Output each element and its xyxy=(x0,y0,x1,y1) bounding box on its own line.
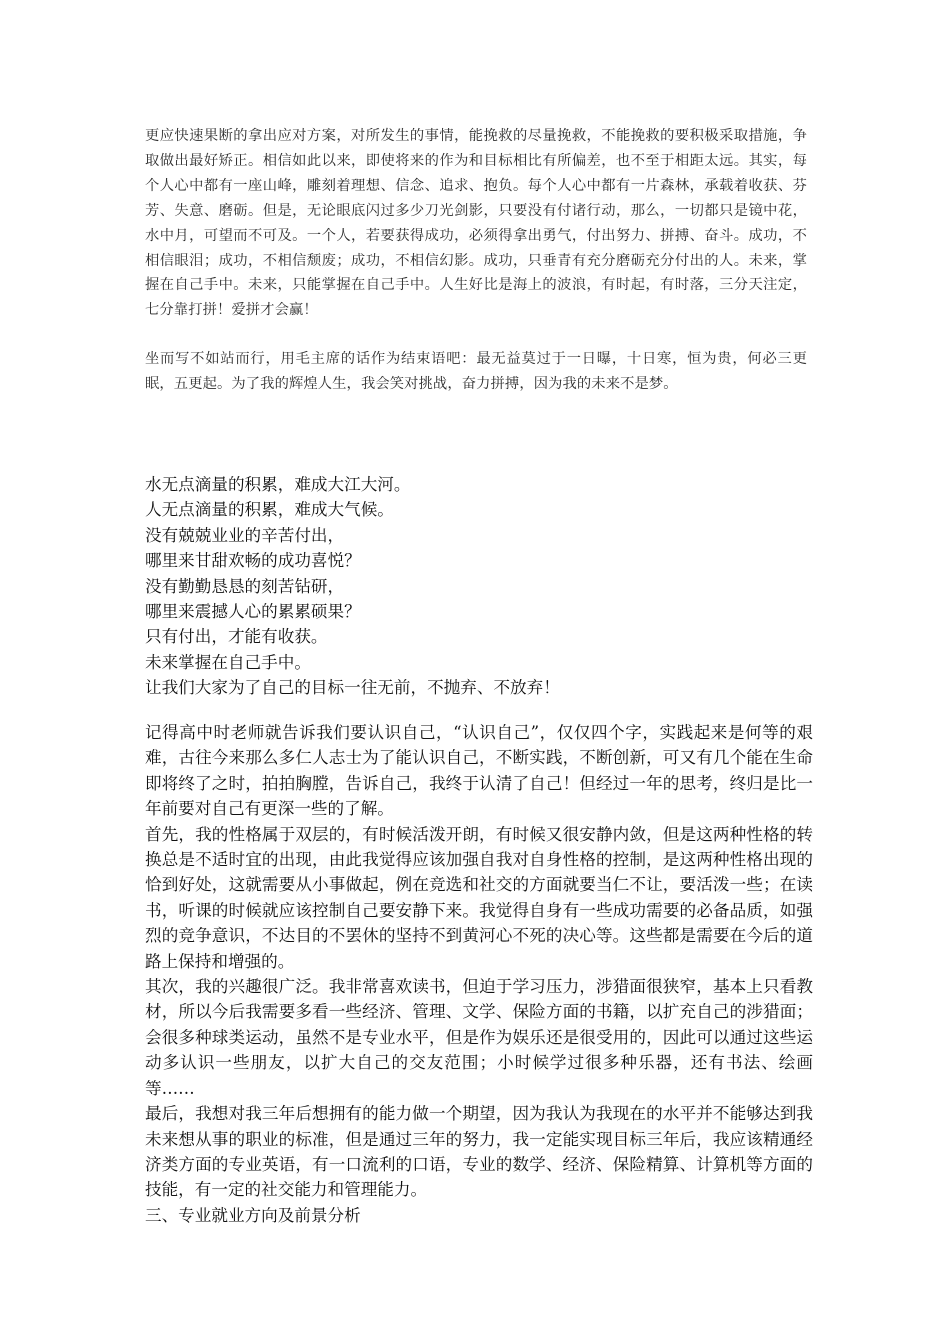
poem-line-8: 未来掌握在自己手中。 xyxy=(145,652,311,672)
paragraph-2-text: 坐而写不如站而行，用毛主席的话作为结束语吧：最无益莫过于一日曝，十日寒，恒为贵，何必三更眠，五更起。为了我的辉煌人生，我会笑对挑战，奋力拼搏，因为我的未来不是梦。 xyxy=(145,351,807,392)
poem-block xyxy=(145,472,813,701)
poem-line-1: 水无点滴量的积累，难成大江大河。 xyxy=(145,475,411,494)
poem-line-7: 只有付出，才能有收获。 xyxy=(145,627,328,647)
paragraph-closing xyxy=(145,347,807,397)
essay-paragraph-goals: 最后，我想对我三年后想拥有的能力做一个期望，因为我认为我现在的水平并不能够达到我未来想从事的职业的标准，但是通过三年的努力，我一定能实现目标三年后，我应该精通经济类方面的专业英语，有一口流利的口语，专业的数学、经济、保险精算、计算机等方面的技能，有一定的社交能力和管理能力。 xyxy=(145,1104,813,1200)
poem-line-9: 让我们大家为了自己的目标一往无前，不抛弃、不放弃！ xyxy=(145,678,560,698)
essay-block xyxy=(145,720,813,1228)
poem-line-2: 人无点滴量的积累，难成大气候。 xyxy=(145,500,394,520)
poem-line-3: 没有兢兢业业的辛苦付出， xyxy=(145,525,345,545)
essay-paragraph-intro: 记得高中时老师就告诉我们要认识自己，“认识自己”，仅仅四个字，实践起来是何等的艰难，古往今来那么多仁人志士为了能认识自己，不断实践，不断创新，可又有几个能在生命即将终了之时，拍拍胸膛，告诉自己，我终于认清了自己！但经过一年的思考，终归是比一年前要对自己有更深一些的了解。 xyxy=(145,723,813,819)
essay-paragraph-interests: 其次，我的兴趣很广泛。我非常喜欢读书，但迫于学习压力，涉猎面很狭窄，基本上只看教材，所以今后我需要多看一些经济、管理、文学、保险方面的书籍，以扩充自己的涉猎面；会很多种球类运动，虽然不是专业水平，但是作为娱乐还是很受用的，因此可以通过这些运动多认识一些朋友，以扩大自己的交友范围；小时候学过很多种乐器，还有书法、绘画等…… xyxy=(145,977,813,1098)
paragraph-success xyxy=(145,124,807,323)
poem-line-4: 哪里来甘甜欢畅的成功喜悦？ xyxy=(145,551,361,571)
section-heading: 三、专业就业方向及前景分析 xyxy=(145,1205,361,1225)
poem-line-6: 哪里来震撼人心的累累硕果？ xyxy=(145,602,361,622)
poem-line-5: 没有勤勤恳恳的刻苦钻研， xyxy=(145,576,345,596)
essay-paragraph-personality: 首先，我的性格属于双层的，有时候活泼开朗，有时候又很安静内敛，但是这两种性格的转换总是不适时宜的出现，由此我觉得应该加强自我对自身性格的控制，是这两种性格出现的恰到好处，这就需要从小事做起，例在竞选和社交的方面就要当仁不让，要活泼一些；在读书，听课的时候就应该控制自己要安静下来。我觉得自身有一些成功需要的必备品质，如强烈的竞争意识，不达目的不罢休的坚持不到黄河心不死的决心等。这些都是需要在今后的道路上保持和增强的。 xyxy=(145,824,813,971)
paragraph-1-text: 更应快速果断的拿出应对方案，对所发生的事情，能挽救的尽量挽救，不能挽救的要积极采取措施，争取做出最好矫正。相信如此以来，即使将来的作为和目标相比有所偏差，也不至于相距太远。其实，每个人心中都有一座山峰，雕刻着理想、信念、追求、抱负。每个人心中都有一片森林，承载着收获、芬芳、失意、磨砺。但是，无论眼底闪过多少刀光剑影，只要没有付诸行动，那么，一切都只是镜中花，水中月，可望而不可及。一个人，若要获得成功，必须得拿出勇气，付出努力、拼搏、奋斗。成功，不相信眼泪；成功，不相信颓废；成功，不相信幻影。成功，只垂青有充分磨砺充分付出的人。未来，掌握在自己手中。未来，只能掌握在自己手中。人生好比是海上的波浪，有时起，有时落，三分天注定，七分靠打拼！爱拼才会赢！ xyxy=(145,128,807,319)
